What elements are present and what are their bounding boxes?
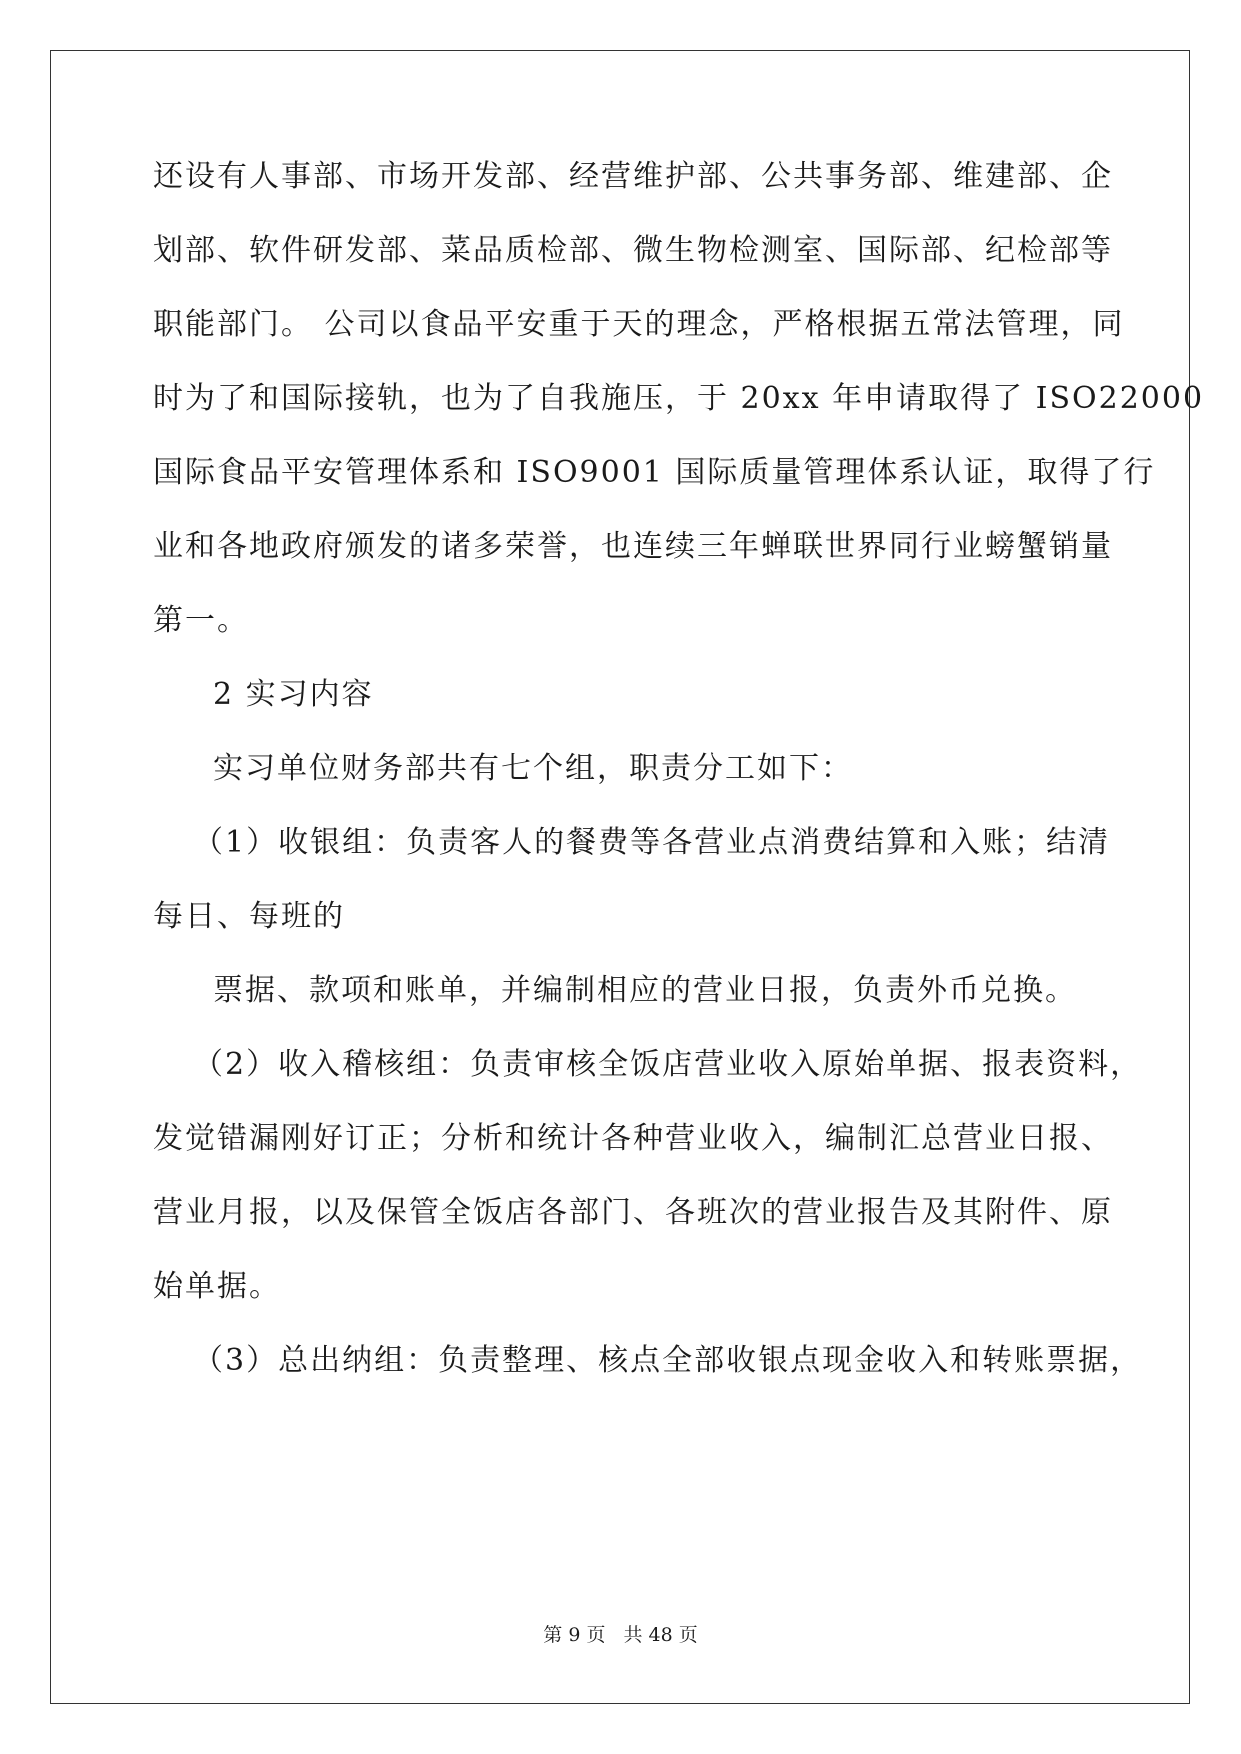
text-line: 还设有人事部、市场开发部、经营维护部、公共事务部、维建部、企 <box>153 159 1113 194</box>
paragraph-company-intro <box>153 156 1205 641</box>
text-line: 发觉错漏刚好订正；分析和统计各种营业收入，编制汇总营业日报、 <box>153 1121 1113 1156</box>
page-footer <box>0 1623 1241 1647</box>
item-cashier-group <box>153 822 1111 1011</box>
text-line: 始单据。 <box>153 1269 281 1304</box>
text-line: 营业月报，以及保管全饭店各部门、各班次的营业报告及其附件、原 <box>153 1195 1113 1230</box>
text-line: 票据、款项和账单，并编制相应的营业日报，负责外币兑换。 <box>213 973 1077 1008</box>
text-line: （3）总出纳组：负责整理、核点全部收银点现金收入和转账票据， <box>193 1343 1143 1378</box>
item-income-audit-group <box>153 1044 1143 1307</box>
text-line: 划部、软件研发部、菜品质检部、微生物检测室、国际部、纪检部等 <box>153 233 1113 268</box>
text-line: 时为了和国际接轨，也为了自我施压，于 20xx 年申请取得了 ISO22000 <box>153 381 1205 416</box>
section-heading: 2 实习内容 <box>213 677 374 712</box>
item-chief-cashier-group <box>153 1340 1143 1381</box>
page-number: 第 9 页 <box>543 1624 606 1646</box>
text-line: （2）收入稽核组：负责审核全饭店营业收入原始单据、报表资料， <box>193 1047 1143 1082</box>
text-line: 职能部门。 公司以食品平安重于天的理念，严格根据五常法管理，同 <box>153 307 1125 342</box>
text-line: 国际食品平安管理体系和 ISO9001 国际质量管理体系认证，取得了行 <box>153 455 1156 490</box>
text-line: 业和各地政府颁发的诸多荣誉，也连续三年蝉联世界同行业螃蟹销量 <box>153 529 1113 564</box>
text-line: （1）收银组：负责客人的餐费等各营业点消费结算和入账；结清 <box>193 825 1111 860</box>
intro-text: 实习单位财务部共有七个组，职责分工如下： <box>213 751 853 786</box>
document-body <box>153 156 1205 1381</box>
text-line: 第一。 <box>153 603 249 638</box>
text-line: 每日、每班的 <box>153 899 345 934</box>
page-total: 共 48 页 <box>623 1624 698 1646</box>
